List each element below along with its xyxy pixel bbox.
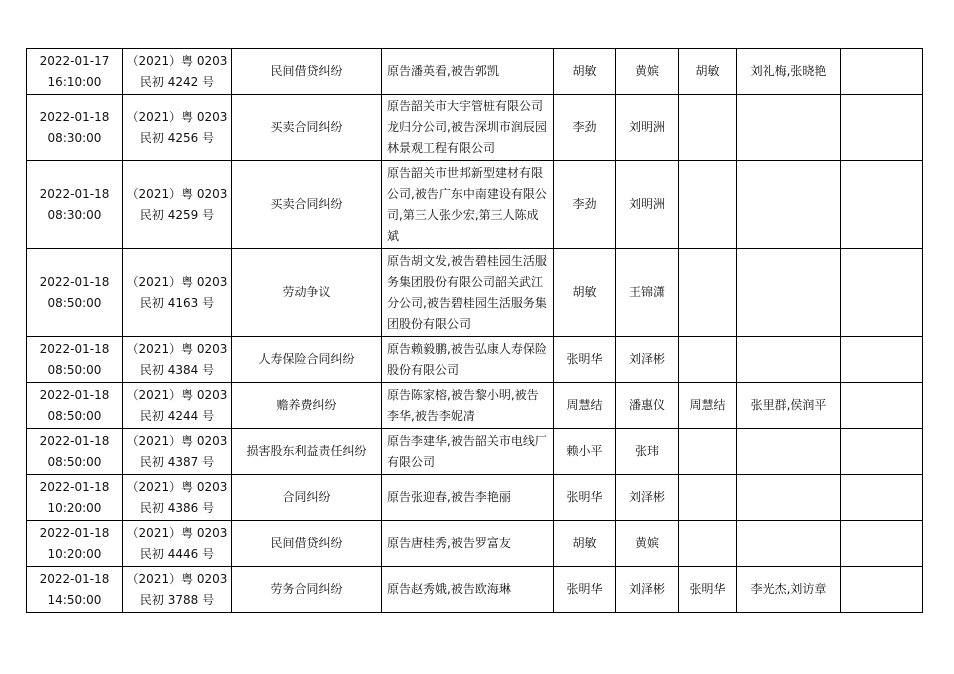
table-row	[27, 49, 923, 95]
datetime-cell	[27, 521, 123, 567]
presiding-cell	[679, 337, 737, 383]
case-cause: 买卖合同纠纷	[270, 197, 343, 211]
judge-cell	[554, 567, 616, 613]
case-cause: 人寿保险合同纠纷	[258, 352, 355, 366]
case-number-line1: （2021）粤 0203	[126, 341, 228, 356]
remark-cell	[841, 161, 923, 249]
clerk-cell	[616, 161, 679, 249]
judge-name: 张明华	[566, 582, 603, 596]
hearing-date: 2022-01-18	[39, 525, 110, 540]
judge-name: 张明华	[566, 352, 603, 366]
hearing-schedule-table	[26, 48, 923, 613]
datetime-cell	[27, 95, 123, 161]
clerk-name: 刘泽彬	[628, 490, 665, 504]
case-number-line1: （2021）粤 0203	[126, 479, 228, 494]
table-row	[27, 161, 923, 249]
clerk-cell	[616, 49, 679, 95]
case-number-line1: （2021）粤 0203	[126, 53, 228, 68]
hearing-time: 14:50:00	[47, 592, 102, 607]
cause-cell	[232, 383, 382, 429]
case-number-cell	[123, 383, 232, 429]
hearing-date: 2022-01-18	[39, 479, 110, 494]
case-parties: 原告韶关市世邦新型建材有限公司,被告广东中南建设有限公司,第三人张少宏,第三人陈成斌	[387, 165, 547, 243]
presiding-cell	[679, 567, 737, 613]
case-number-line1: （2021）粤 0203	[126, 433, 228, 448]
jurors-cell	[737, 95, 841, 161]
remark-cell	[841, 249, 923, 337]
presiding-cell	[679, 95, 737, 161]
case-number-line1: （2021）粤 0203	[126, 525, 228, 540]
presiding-cell	[679, 429, 737, 475]
case-number-line2: 民初 3788 号	[139, 592, 215, 607]
hearing-time: 10:20:00	[47, 546, 102, 561]
presiding-cell	[679, 161, 737, 249]
case-cause: 损害股东利益责任纠纷	[246, 444, 367, 458]
remark-cell	[841, 567, 923, 613]
hearing-date: 2022-01-18	[39, 571, 110, 586]
judge-cell	[554, 429, 616, 475]
presiding-cell	[679, 249, 737, 337]
case-number-cell	[123, 337, 232, 383]
parties-cell	[382, 567, 554, 613]
cause-cell	[232, 249, 382, 337]
judge-name: 赖小平	[566, 444, 603, 458]
case-number-cell	[123, 249, 232, 337]
case-parties: 原告张迎春,被告李艳丽	[387, 490, 511, 504]
jurors-cell	[737, 49, 841, 95]
case-parties: 原告潘英看,被告郭凯	[387, 64, 499, 78]
datetime-cell	[27, 429, 123, 475]
case-parties: 原告韶关市大宇管桩有限公司龙归分公司,被告深圳市润辰园林景观工程有限公司	[387, 99, 547, 155]
presiding-cell	[679, 49, 737, 95]
remark-cell	[841, 429, 923, 475]
hearing-time: 08:50:00	[47, 295, 102, 310]
case-parties: 原告李建华,被告韶关市电线厂有限公司	[387, 433, 547, 469]
judge-cell	[554, 383, 616, 429]
parties-cell	[382, 49, 554, 95]
datetime-cell	[27, 249, 123, 337]
table-row	[27, 249, 923, 337]
jurors-cell	[737, 383, 841, 429]
jurors-cell	[737, 521, 841, 567]
clerk-cell	[616, 429, 679, 475]
datetime-cell	[27, 475, 123, 521]
clerk-cell	[616, 383, 679, 429]
judge-name: 胡敏	[572, 285, 597, 299]
judge-cell	[554, 161, 616, 249]
case-number-cell	[123, 95, 232, 161]
jurors-cell	[737, 249, 841, 337]
remark-cell	[841, 383, 923, 429]
table-row	[27, 337, 923, 383]
cause-cell	[232, 49, 382, 95]
clerk-name: 黄嫔	[634, 536, 659, 550]
case-parties: 原告唐桂秀,被告罗富友	[387, 536, 511, 550]
presiding-name: 周慧结	[689, 398, 726, 412]
judge-name: 李劲	[572, 120, 597, 134]
hearing-time: 10:20:00	[47, 500, 102, 515]
cause-cell	[232, 161, 382, 249]
remark-cell	[841, 337, 923, 383]
clerk-name: 刘明洲	[628, 197, 665, 211]
table-row	[27, 383, 923, 429]
hearing-time: 08:50:00	[47, 362, 102, 377]
judge-cell	[554, 521, 616, 567]
table-row	[27, 521, 923, 567]
hearing-time: 08:50:00	[47, 454, 102, 469]
jurors-cell	[737, 475, 841, 521]
clerk-name: 刘泽彬	[628, 582, 665, 596]
clerk-name: 王锦潇	[628, 285, 665, 299]
hearing-date: 2022-01-18	[39, 433, 110, 448]
juror-names: 李光杰,刘访章	[750, 582, 827, 596]
judge-name: 李劲	[572, 197, 597, 211]
juror-names: 刘礼梅,张晓艳	[750, 64, 827, 78]
clerk-cell	[616, 249, 679, 337]
parties-cell	[382, 249, 554, 337]
remark-cell	[841, 95, 923, 161]
remark-cell	[841, 521, 923, 567]
jurors-cell	[737, 567, 841, 613]
clerk-cell	[616, 475, 679, 521]
case-cause: 劳动争议	[282, 285, 331, 299]
hearing-date: 2022-01-18	[39, 186, 110, 201]
presiding-cell	[679, 521, 737, 567]
case-cause: 赡养费纠纷	[276, 398, 337, 412]
case-number-cell	[123, 567, 232, 613]
table-row	[27, 567, 923, 613]
clerk-name: 刘明洲	[628, 120, 665, 134]
case-number-cell	[123, 521, 232, 567]
presiding-name: 胡敏	[695, 64, 720, 78]
judge-cell	[554, 337, 616, 383]
parties-cell	[382, 161, 554, 249]
case-parties: 原告赵秀娥,被告欧海琳	[387, 582, 511, 596]
hearing-date: 2022-01-18	[39, 387, 110, 402]
table-row	[27, 429, 923, 475]
case-cause: 民间借贷纠纷	[270, 64, 343, 78]
case-number-line2: 民初 4386 号	[139, 500, 215, 515]
jurors-cell	[737, 337, 841, 383]
cause-cell	[232, 95, 382, 161]
case-parties: 原告陈家榕,被告黎小明,被告李华,被告李妮凊	[387, 387, 539, 423]
presiding-cell	[679, 475, 737, 521]
hearing-time: 16:10:00	[47, 74, 102, 89]
case-cause: 合同纠纷	[282, 490, 331, 504]
table-row	[27, 475, 923, 521]
case-number-line2: 民初 4259 号	[139, 207, 215, 222]
case-number-line2: 民初 4256 号	[139, 130, 215, 145]
hearing-date: 2022-01-18	[39, 341, 110, 356]
parties-cell	[382, 383, 554, 429]
parties-cell	[382, 95, 554, 161]
parties-cell	[382, 521, 554, 567]
case-parties: 原告胡文发,被告碧桂园生活服务集团股份有限公司韶关武江分公司,被告碧桂园生活服务集团股份有限公司	[387, 253, 547, 331]
datetime-cell	[27, 567, 123, 613]
hearing-date: 2022-01-18	[39, 274, 110, 289]
table-row	[27, 95, 923, 161]
clerk-cell	[616, 567, 679, 613]
parties-cell	[382, 429, 554, 475]
cause-cell	[232, 475, 382, 521]
datetime-cell	[27, 383, 123, 429]
case-number-line1: （2021）粤 0203	[126, 186, 228, 201]
clerk-cell	[616, 337, 679, 383]
judge-cell	[554, 49, 616, 95]
remark-cell	[841, 475, 923, 521]
case-number-line2: 民初 4384 号	[139, 362, 215, 377]
hearing-date: 2022-01-17	[39, 53, 110, 68]
case-number-line1: （2021）粤 0203	[126, 387, 228, 402]
judge-name: 胡敏	[572, 536, 597, 550]
clerk-name: 潘惠仪	[628, 398, 665, 412]
judge-name: 张明华	[566, 490, 603, 504]
judge-name: 周慧结	[566, 398, 603, 412]
parties-cell	[382, 337, 554, 383]
presiding-name: 张明华	[689, 582, 726, 596]
case-number-cell	[123, 161, 232, 249]
case-number-cell	[123, 429, 232, 475]
jurors-cell	[737, 161, 841, 249]
case-cause: 买卖合同纠纷	[270, 120, 343, 134]
clerk-cell	[616, 95, 679, 161]
judge-cell	[554, 475, 616, 521]
case-number-line2: 民初 4163 号	[139, 295, 215, 310]
hearing-time: 08:30:00	[47, 207, 102, 222]
case-number-line1: （2021）粤 0203	[126, 274, 228, 289]
clerk-name: 张玮	[634, 444, 659, 458]
judge-name: 胡敏	[572, 64, 597, 78]
case-number-cell	[123, 475, 232, 521]
case-number-line2: 民初 4244 号	[139, 408, 215, 423]
case-number-line1: （2021）粤 0203	[126, 571, 228, 586]
hearing-date: 2022-01-18	[39, 109, 110, 124]
case-cause: 民间借贷纠纷	[270, 536, 343, 550]
hearing-time: 08:50:00	[47, 408, 102, 423]
case-parties: 原告赖毅鹏,被告弘康人寿保险股份有限公司	[387, 341, 547, 377]
clerk-name: 黄嫔	[634, 64, 659, 78]
clerk-name: 刘泽彬	[628, 352, 665, 366]
cause-cell	[232, 337, 382, 383]
table-body	[27, 49, 923, 613]
hearing-time: 08:30:00	[47, 130, 102, 145]
clerk-cell	[616, 521, 679, 567]
case-number-line2: 民初 4242 号	[139, 74, 215, 89]
case-number-line2: 民初 4387 号	[139, 454, 215, 469]
cause-cell	[232, 429, 382, 475]
case-number-cell	[123, 49, 232, 95]
judge-cell	[554, 249, 616, 337]
jurors-cell	[737, 429, 841, 475]
judge-cell	[554, 95, 616, 161]
case-number-line1: （2021）粤 0203	[126, 109, 228, 124]
remark-cell	[841, 49, 923, 95]
cause-cell	[232, 521, 382, 567]
presiding-cell	[679, 383, 737, 429]
datetime-cell	[27, 49, 123, 95]
datetime-cell	[27, 337, 123, 383]
case-number-line2: 民初 4446 号	[139, 546, 215, 561]
juror-names: 张里群,侯润平	[750, 398, 827, 412]
cause-cell	[232, 567, 382, 613]
datetime-cell	[27, 161, 123, 249]
case-cause: 劳务合同纠纷	[270, 582, 343, 596]
parties-cell	[382, 475, 554, 521]
